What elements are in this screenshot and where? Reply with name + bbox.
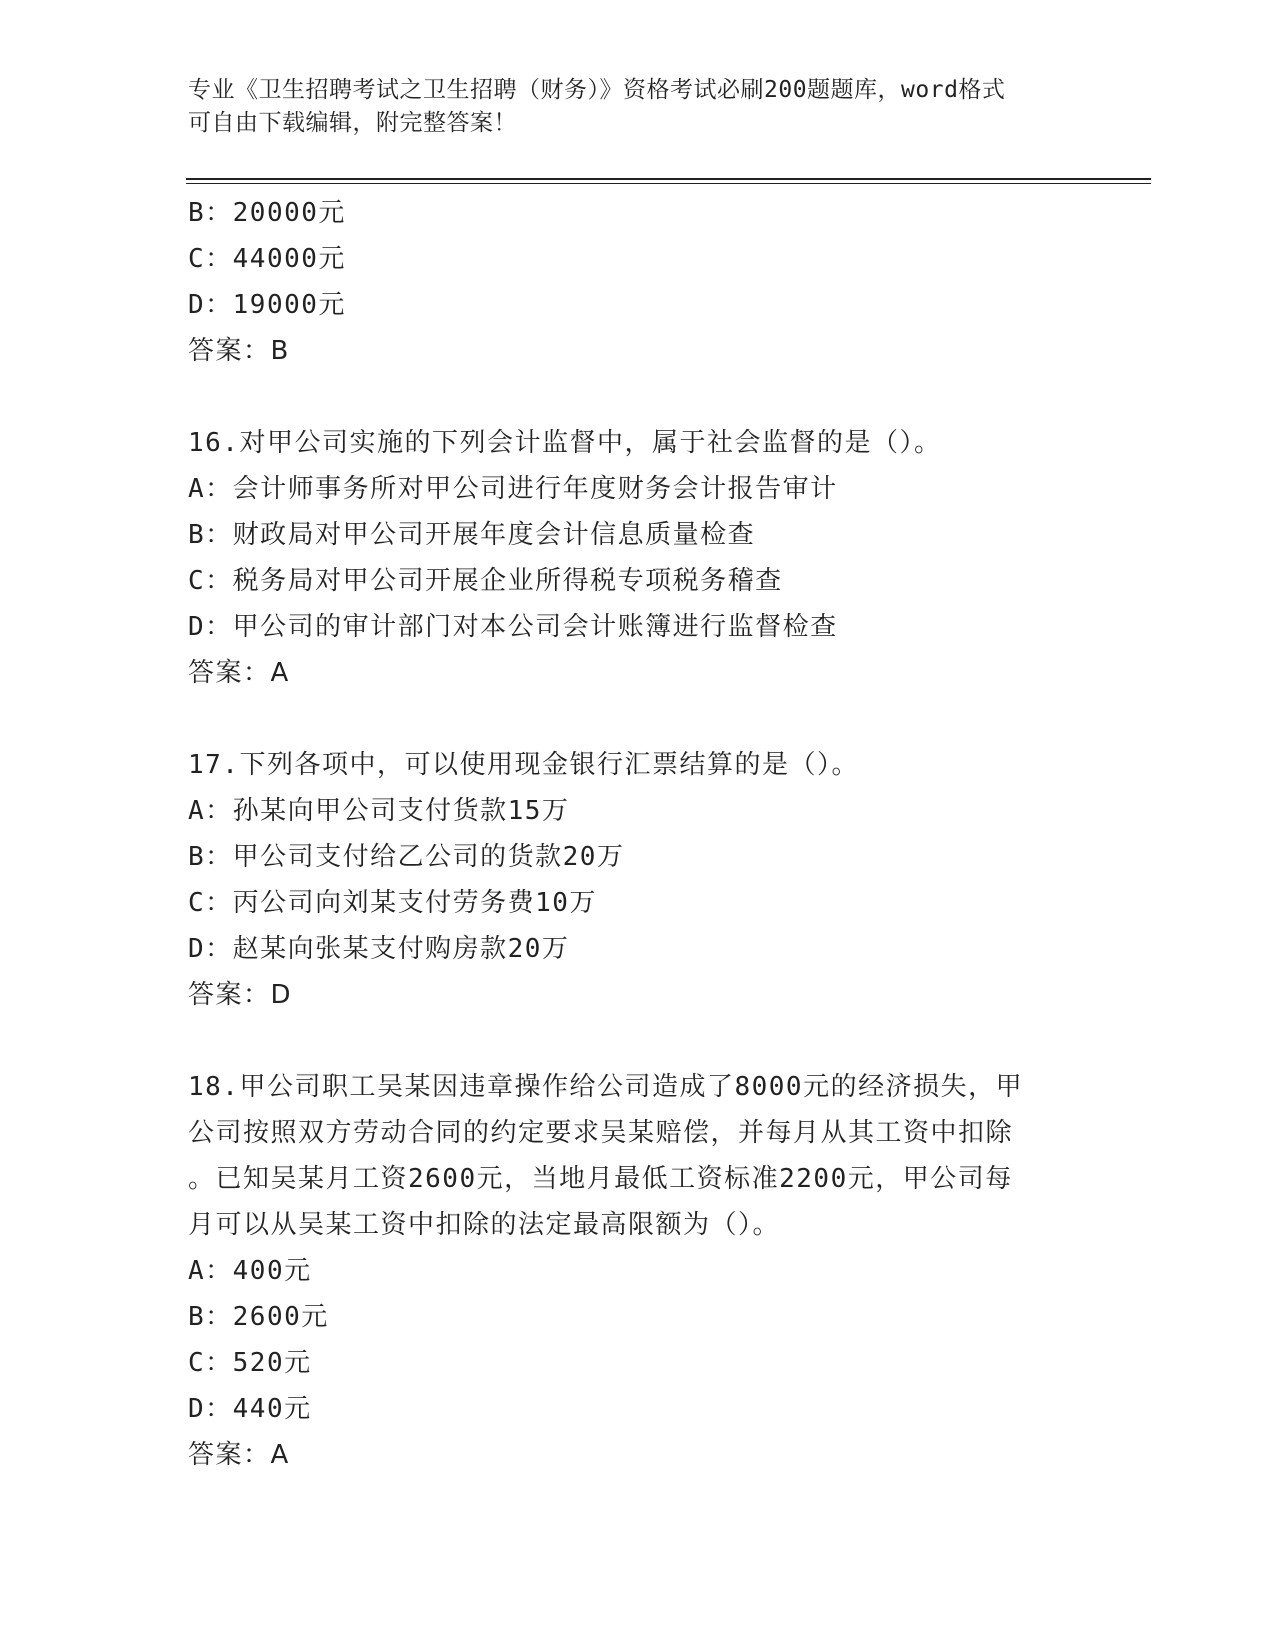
question-block-17 — [188, 742, 1068, 1018]
option-d: D：19000元 — [188, 290, 346, 320]
header-line-1: 专业《卫生招聘考试之卫生招聘（财务）》资格考试必刷200题题库，word格式 — [188, 77, 1006, 103]
answer-line: 答案：A — [188, 1440, 290, 1470]
option-a: A：400元 — [188, 1256, 312, 1286]
option-a: A：会计师事务所对甲公司进行年度财务会计报告审计 — [188, 474, 838, 504]
question-text: 16.对甲公司实施的下列会计监督中，属于社会监督的是（）。 — [188, 428, 942, 458]
option-c: C：520元 — [188, 1348, 312, 1378]
document-header — [188, 74, 1088, 140]
option-d: D：甲公司的审计部门对本公司会计账簿进行监督检查 — [188, 612, 838, 642]
option-d: D：赵某向张某支付购房款20万 — [188, 934, 570, 964]
option-d: D：440元 — [188, 1394, 312, 1424]
question-text-line-3: 。已知吴某月工资2600元，当地月最低工资标准2200元，甲公司每 — [188, 1164, 1013, 1194]
question-text-line-1: 18.甲公司职工吴某因违章操作给公司造成了8000元的经济损失，甲 — [188, 1072, 1024, 1102]
header-divider-thick — [186, 178, 1151, 180]
option-b: B：2600元 — [188, 1302, 329, 1332]
option-c: C：税务局对甲公司开展企业所得税专项税务稽查 — [188, 566, 783, 596]
question-text: 17.下列各项中，可以使用现金银行汇票结算的是（）。 — [188, 750, 859, 780]
header-line-2: 可自由下载编辑，附完整答案！ — [188, 110, 517, 136]
header-divider-thin — [186, 183, 1151, 184]
option-c: C：44000元 — [188, 244, 346, 274]
option-b: B：甲公司支付给乙公司的货款20万 — [188, 842, 625, 872]
option-c: C：丙公司向刘某支付劳务费10万 — [188, 888, 597, 918]
question-block-previous — [188, 190, 1068, 374]
option-b: B：财政局对甲公司开展年度会计信息质量检查 — [188, 520, 756, 550]
question-content — [188, 190, 1068, 1478]
answer-line: 答案：A — [188, 658, 290, 688]
question-block-16 — [188, 420, 1068, 696]
question-text-line-2: 公司按照双方劳动合同的约定要求吴某赔偿，并每月从其工资中扣除 — [188, 1118, 1014, 1148]
spacer — [188, 696, 1068, 742]
question-text-line-4: 月可以从吴某工资中扣除的法定最高限额为（）。 — [188, 1210, 781, 1240]
spacer — [188, 374, 1068, 420]
option-a: A：孙某向甲公司支付货款15万 — [188, 796, 570, 826]
option-b: B：20000元 — [188, 198, 346, 228]
spacer — [188, 1018, 1068, 1064]
answer-line: 答案：B — [188, 336, 290, 366]
question-block-18 — [188, 1064, 1068, 1478]
answer-line: 答案：D — [188, 980, 293, 1010]
